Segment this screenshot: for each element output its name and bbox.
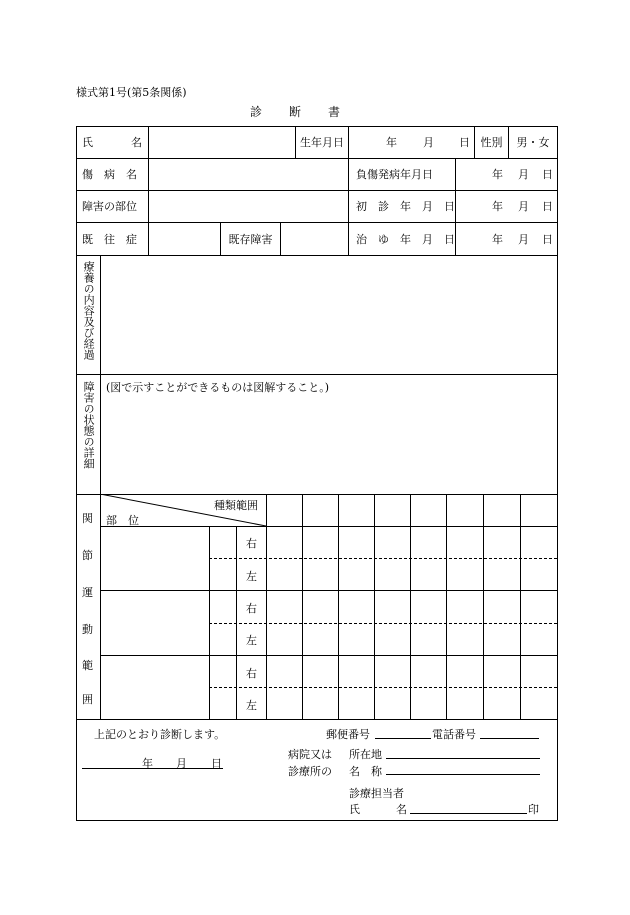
address-label: 所在地 xyxy=(349,748,382,761)
postal-field[interactable] xyxy=(375,738,431,739)
phone-field[interactable] xyxy=(480,738,539,739)
injury-date-field[interactable]: 年 月 日 xyxy=(492,168,553,181)
address-field[interactable] xyxy=(386,758,540,759)
condition-field[interactable] xyxy=(101,395,557,494)
date-month: 月 xyxy=(176,757,187,770)
first-visit-label: 初 診 年 月 日 xyxy=(356,200,455,213)
hospital-label-a: 病院又は xyxy=(288,748,332,761)
disease-field[interactable] xyxy=(149,158,348,190)
site-field[interactable] xyxy=(149,190,348,222)
condition-label: 障害の状態の詳細 xyxy=(82,381,96,469)
rom-char-2: 節 xyxy=(82,549,93,562)
history-field[interactable] xyxy=(149,222,220,255)
right-label-3: 右 xyxy=(246,667,257,680)
existing-field[interactable] xyxy=(281,222,348,255)
doctor-name-field[interactable] xyxy=(410,813,527,814)
date-year: 年 xyxy=(142,757,153,770)
treatment-label: 療養の内容及び経過 xyxy=(82,261,96,360)
date-day: 日 xyxy=(211,757,222,770)
hospital-label-b: 診療所の xyxy=(288,765,332,778)
disease-label: 傷 病 名 xyxy=(82,168,137,181)
kind-range-label: 種類範囲 xyxy=(214,499,258,512)
rom-char-4: 動 xyxy=(82,623,93,636)
rom-char-6: 囲 xyxy=(82,693,93,706)
left-label-2: 左 xyxy=(246,634,257,647)
treatment-field[interactable] xyxy=(101,256,557,374)
sex-select[interactable]: 男・女 xyxy=(516,136,550,149)
doctor-label: 診療担当者 xyxy=(349,787,404,800)
doctor-name-label-a: 氏 xyxy=(349,803,360,816)
dob-label: 生年月日 xyxy=(300,136,344,149)
rom-char-3: 運 xyxy=(82,586,93,599)
right-label-1: 右 xyxy=(246,537,257,550)
page-title: 診 断 書 xyxy=(250,105,342,119)
first-visit-field[interactable]: 年 月 日 xyxy=(492,200,553,213)
form-number: 様式第1号(第5条関係) xyxy=(76,86,187,99)
condition-note: (図で示すことができるものは図解すること。) xyxy=(106,381,330,394)
rom-char-1: 関 xyxy=(82,512,93,525)
left-label-1: 左 xyxy=(246,570,257,583)
doctor-name-label-b: 名 xyxy=(396,803,407,816)
history-label: 既 往 症 xyxy=(82,232,137,246)
sex-label: 性別 xyxy=(480,136,503,149)
dob-field[interactable]: 年 月 日 xyxy=(386,136,470,149)
right-label-2: 右 xyxy=(246,602,257,615)
name-field[interactable] xyxy=(149,126,295,158)
postal-label: 郵便番号 xyxy=(326,728,370,741)
facility-name-label: 名 称 xyxy=(349,765,382,778)
facility-name-field[interactable] xyxy=(386,774,540,775)
cure-date-label: 治 ゆ 年 月 日 xyxy=(356,232,455,246)
cure-date-field[interactable]: 年 月 日 xyxy=(492,232,553,246)
rom-char-5: 範 xyxy=(82,659,93,672)
injury-date-label: 負傷発病年月日 xyxy=(356,168,433,181)
left-label-3: 左 xyxy=(246,699,257,712)
statement: 上記のとおり診断します。 xyxy=(94,728,226,741)
existing-label: 既存障害 xyxy=(228,232,273,246)
part-label: 部 位 xyxy=(106,514,139,527)
seal-mark: 印 xyxy=(528,803,539,816)
name-label: 氏 名 xyxy=(82,136,142,149)
phone-label: 電話番号 xyxy=(432,728,476,741)
site-label: 障害の部位 xyxy=(82,200,137,213)
